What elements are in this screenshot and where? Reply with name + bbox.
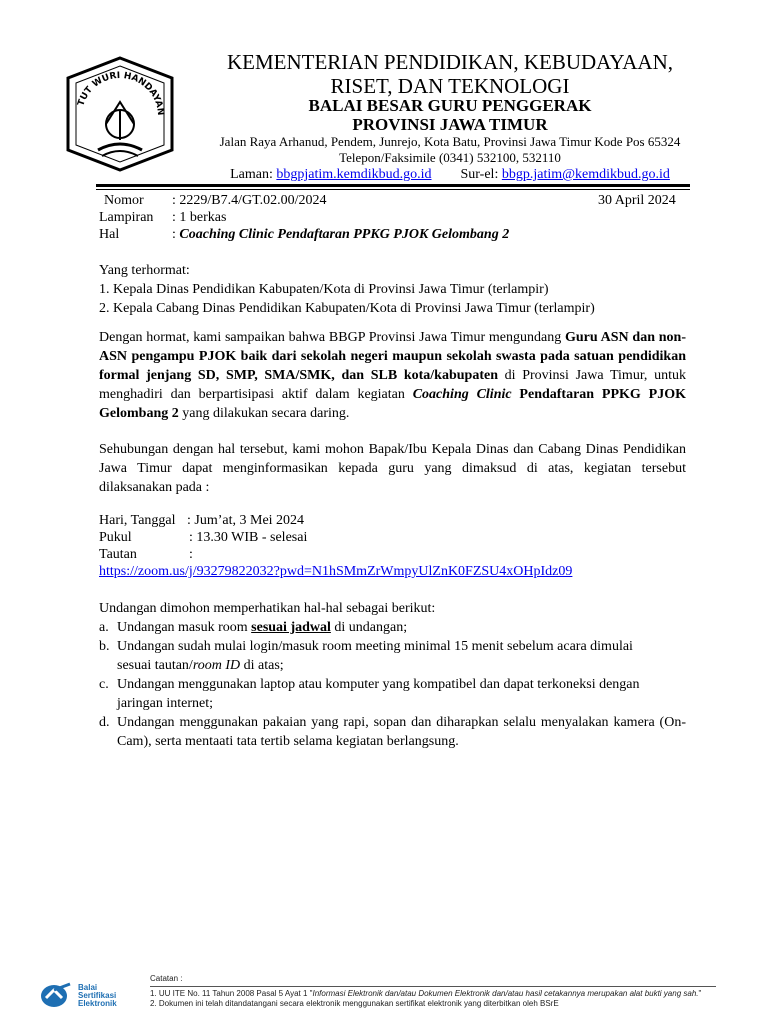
letterhead-rule-thin: [96, 189, 690, 190]
invitation-paragraph: Dengan hormat, kami sampaikan bahwa BBGP Provinsi Jawa Timur mengundang Guru ASN dan non-ASN pengampu PJOK baik dari sekolah negeri maupun sekolah swasta pada satuan pendidikan formal jenjang SD, SMP, SMA/SMK, dan SLB kota/kabupaten di Provinsi Jawa Timur, untuk menghadiri dan berpartisipasi aktif dalam kegiatan Coaching Clinic Pendaftaran PPKG PJOK Gelombang 2 yang dilakukan secara daring.: [99, 330, 687, 421]
website-link[interactable]: bbgpjatim.kemdikbud.go.id: [276, 167, 432, 182]
office-name: [190, 96, 710, 134]
ministry-name: [190, 50, 710, 98]
note-item-b: b. Undangan sudah mulai login/masuk room meeting minimal 15 menit sebelum acara dimulai sesuai tautan/room ID di atas;: [99, 639, 633, 673]
office-contact: [170, 134, 730, 184]
note-item-a: a. Undangan masuk room sesuai jadwal di undangan;: [99, 620, 408, 635]
office-line-1: BALAI BESAR GURU PENGGERAK: [308, 96, 592, 115]
note-item-c: c. Undangan menggunakan laptop atau komputer yang kompatibel dan dapat terkoneksi dengan jaringan internet;: [99, 677, 640, 711]
schedule-time-label: Pukul: [99, 530, 132, 545]
bsre-line-2: Sertifikasi: [78, 991, 117, 1000]
footer-note-2: 2. Dokumen ini telah ditandatangani secara elektronik menggunakan sertifikat elektronik yang diterbitkan oleh BSrE: [150, 999, 559, 1008]
lampiran-label: Lampiran: [99, 210, 154, 225]
bsre-logo: [40, 980, 140, 1010]
lampiran-value: : 1 berkas: [172, 210, 227, 225]
address: Jalan Raya Arhanud, Pendem, Junrejo, Kota Batu, Provinsi Jawa Timur Kode Pos 65324: [219, 134, 681, 149]
tut-wuri-handayani-logo: [60, 54, 180, 174]
schedule: Hari, Tanggal : Jum’at, 3 Mei 2024 Pukul : 13.30 WIB - selesai Tautan : https://zoom.us/j/93279822032?pwd=N1hSMmZrWmpyUlZnK0FZSU4xOHpIdz09: [99, 513, 573, 579]
hal-value: : Coaching Clinic Pendaftaran PPKG PJOK Gelombang 2: [172, 227, 510, 242]
hal-subject: Coaching Clinic Pendaftaran PPKG PJOK Gelombang 2: [179, 227, 510, 242]
svg-text:TUT WURI HANDAYANI: TUT WURI HANDAYAN: [76, 70, 166, 116]
schedule-link-label: Tautan: [99, 547, 137, 562]
recipient-item: 1. Kepala Dinas Pendidikan Kabupaten/Kota di Provinsi Jawa Timur (terlampir): [99, 282, 549, 297]
notes: [99, 599, 686, 751]
nomor-value: : 2229/B7.4/GT.02.00/2024: [172, 193, 327, 208]
bsre-line-3: Elektronik: [78, 999, 117, 1008]
note-item-d: d. Undangan menggunakan pakaian yang rapi, sopan dan diharapkan selalu menyalakan kamera (On-Cam), serta mentaati tata tertib selama kegiatan berlangsung.: [99, 715, 686, 749]
schedule-day-label: Hari, Tanggal: [99, 513, 176, 528]
schedule-time-value: : 13.30 WIB - selesai: [189, 530, 308, 545]
zoom-link[interactable]: https://zoom.us/j/93279822032?pwd=N1hSMmZrWmpyUlZnK0FZSU4xOHpIdz09: [99, 564, 573, 579]
notes-intro: Undangan dimohon memperhatikan hal-hal sebagai berikut:: [99, 601, 436, 616]
ministry-line-1: KEMENTERIAN PENDIDIKAN, KEBUDAYAAN,: [226, 50, 674, 74]
bsre-line-1: Balai: [78, 983, 98, 992]
footer-note-label: Catatan :: [150, 974, 183, 983]
footer-note-1: 1. UU ITE No. 11 Tahun 2008 Pasal 5 Ayat 1 "Informasi Elektronik dan/atau Dokumen Elektronik dan/atau hasil cetakannya merupakan alat bukti yang sah.": [150, 989, 702, 998]
website-label: Laman:: [230, 167, 273, 182]
recipient-item: 2. Kepala Cabang Dinas Pendidikan Kabupaten/Kota di Provinsi Jawa Timur (terlampir): [99, 301, 595, 316]
greeting: Yang terhormat:: [99, 263, 190, 278]
office-line-2: PROVINSI JAWA TIMUR: [352, 115, 548, 134]
invited-teachers: Guru ASN dan non-ASN pengampu PJOK baik dari sekolah negeri maupun sekolah swasta pada satuan pendidikan formal jenjang SD, SMP, SMA/SMK, dan SLB kota/kabupaten: [99, 330, 687, 383]
recipients: [99, 261, 686, 318]
email-link[interactable]: bbgp.jatim@kemdikbud.go.id: [501, 167, 670, 182]
schedule-day-value: : Jum’at, 3 Mei 2024: [187, 513, 305, 528]
letterhead-rule-thick: [96, 184, 690, 187]
ministry-line-2: RISET, DAN TEKNOLOGI: [330, 74, 570, 98]
email-label: Sur-el:: [460, 167, 499, 182]
letter-date: 30 April 2024: [598, 193, 676, 208]
request-paragraph: Sehubungan dengan hal tersebut, kami mohon Bapak/Ibu Kepala Dinas dan Cabang Dinas Pendidikan Jawa Timur dapat menginformasikan kepada guru yang dimaksud di atas, kegiatan tersebut dilaksanakan pada :: [99, 442, 686, 495]
hal-label: Hal: [99, 227, 120, 242]
nomor-label: Nomor: [104, 193, 144, 208]
footer-rule: [150, 986, 716, 987]
phone: Telepon/Faksimile (0341) 532100, 532110: [339, 150, 561, 165]
